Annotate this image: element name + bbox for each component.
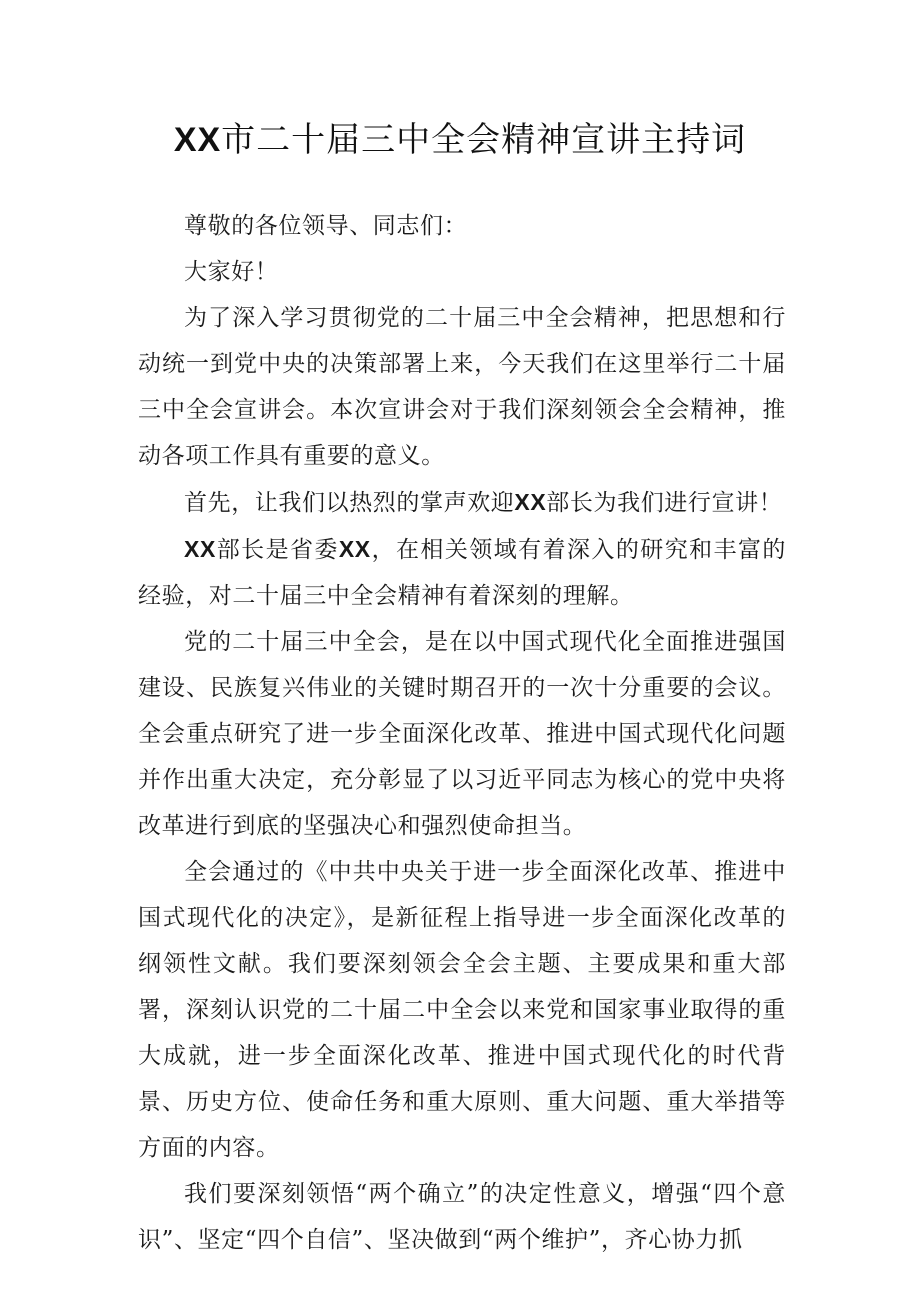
paragraph-hello: 大家好！ <box>184 259 279 285</box>
placeholder-xx: XX <box>514 489 547 515</box>
placeholder-xx: XX <box>184 536 216 562</box>
paragraph-greeting: 尊敬的各位领导、同志们： <box>184 213 468 239</box>
paragraph-welcome: 首先，让我们以热烈的掌声欢迎XX部长为我们进行宣讲！ <box>184 489 783 516</box>
paragraph-two-establishments: 我们要深刻领悟“两个确立”的决定性意义，增强“四个意识”、坚定“四个自信”、坚决做到“两个维护”，齐心协力抓 <box>138 1181 786 1253</box>
paragraph-speaker-intro: XX部长是省委XX，在相关领域有着深入的研究和丰富的经验，对二十届三中全会精神有着深刻的理解。 <box>138 536 787 609</box>
placeholder-xx: XX <box>338 536 371 562</box>
document-body <box>138 203 786 1263</box>
paragraph-purpose: 为了深入学习贯彻党的二十届三中全会精神，把思想和行动统一到党中央的决策部署上来，今天我们在这里举行二十届三中全会宣讲会。本次宣讲会对于我们深刻领会全会精神，推动各项工作具有重要的意义。 <box>138 305 786 469</box>
placeholder-xx: XX <box>173 121 222 159</box>
paragraph-decision-document: 全会通过的《中共中央关于进一步全面深化改革、推进中国式现代化的决定》，是新征程上指导进一步全面深化改革的纲领性文献。我们要深刻领会全会主题、主要成果和重大部署，深刻认识党的二十届二中全会以来党和国家事业取得的重大成就，进一步全面深化改革、推进中国式现代化的时代背景、历史方位、使命任务和重大原则、重大问题、重大举措等方面的内容。 <box>138 859 786 1161</box>
document-title: XX市二十届三中全会精神宣讲主持词 <box>173 120 747 160</box>
paragraph-plenum-significance: 党的二十届三中全会，是在以中国式现代化全面推进强国建设、民族复兴伟业的关键时期召开的一次十分重要的会议。全会重点研究了进一步全面深化改革、推进中国式现代化问题并作出重大决定，充分彰显了以习近平同志为核心的党中央将改革进行到底的坚强决心和强烈使命担当。 <box>138 629 786 839</box>
